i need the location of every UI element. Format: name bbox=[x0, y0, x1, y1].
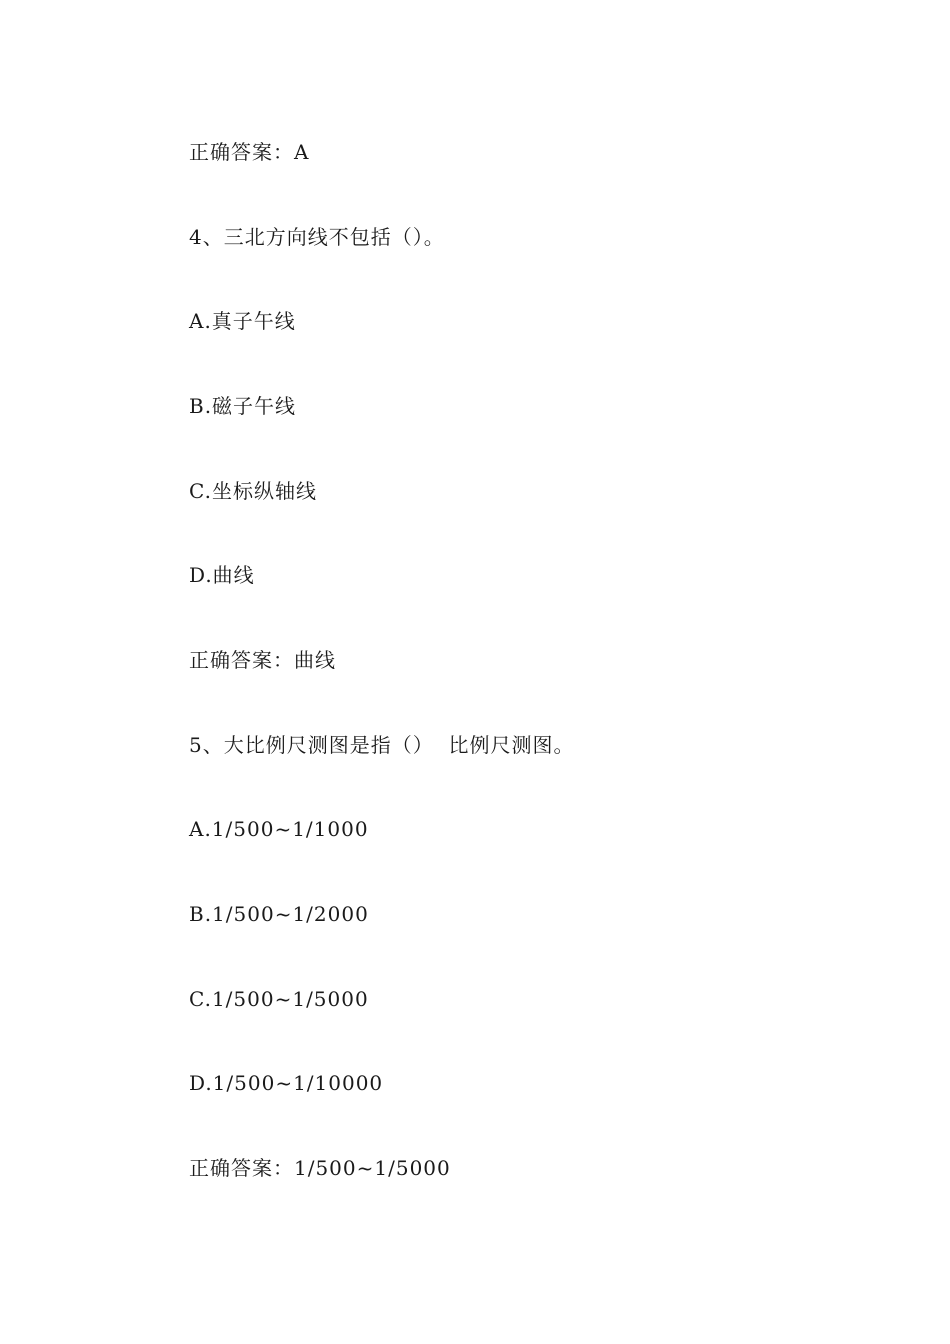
q3-answer: 正确答案：A bbox=[189, 140, 310, 164]
q4-option-d: D.曲线 bbox=[189, 563, 255, 587]
q5-option-d: D.1/500~1/10000 bbox=[189, 1071, 384, 1095]
q4-option-b: B.磁子午线 bbox=[189, 394, 297, 418]
q5-option-b: B.1/500~1/2000 bbox=[189, 902, 369, 926]
q5-answer: 正确答案：1/500~1/5000 bbox=[189, 1156, 451, 1180]
q5-question: 5、大比例尺测图是指（） 比例尺测图。 bbox=[189, 733, 575, 757]
q5-option-c: C.1/500~1/5000 bbox=[189, 987, 369, 1011]
q4-question: 4、三北方向线不包括（）。 bbox=[189, 225, 445, 249]
q4-answer: 正确答案：曲线 bbox=[189, 648, 336, 672]
q5-option-a: A.1/500~1/1000 bbox=[189, 817, 369, 841]
q4-option-c: C.坐标纵轴线 bbox=[189, 479, 317, 503]
q4-option-a: A.真子午线 bbox=[189, 309, 296, 333]
